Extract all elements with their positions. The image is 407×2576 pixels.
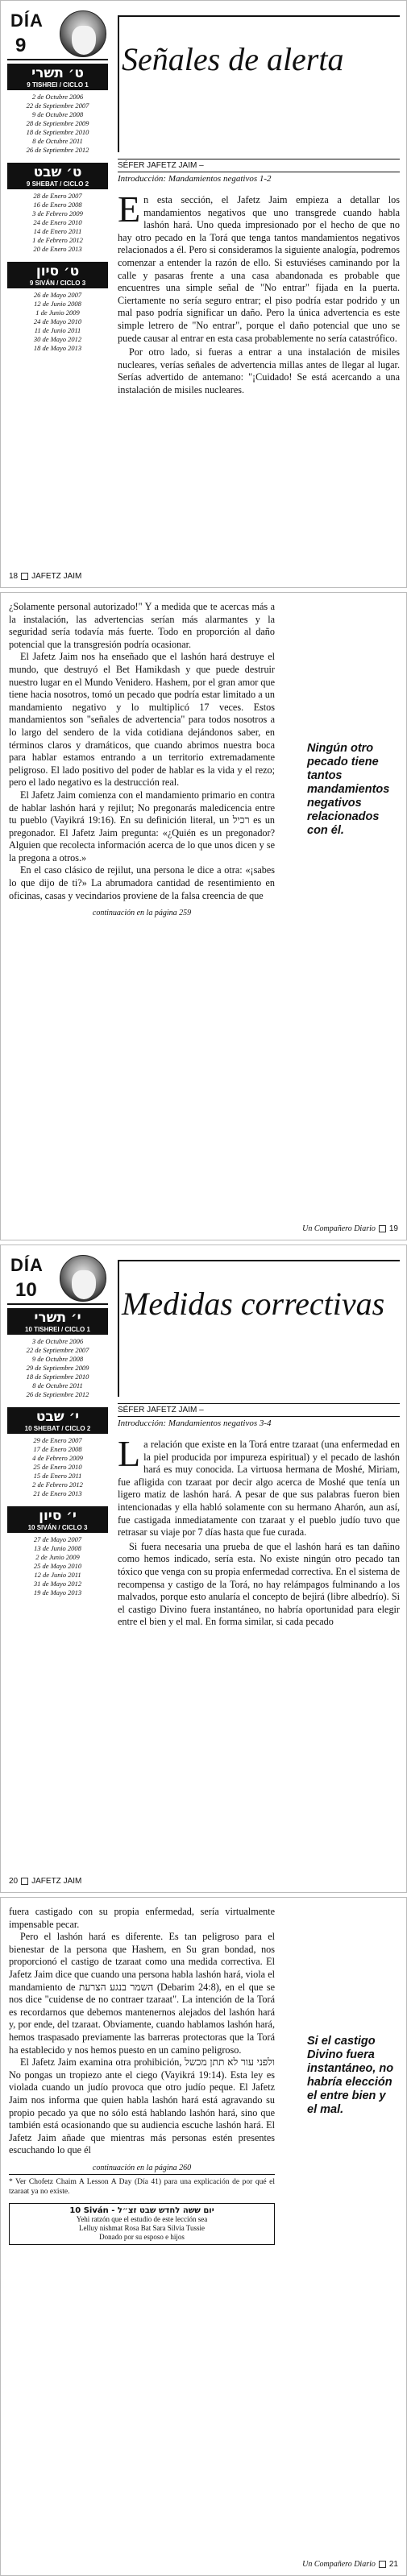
paragraph: ¿Solamente personal autorizado!" Y a medida que te acercas más a la instalación, las advertencias serían más alarmantes y la seguridad sería todavía más fuerte. Todo en proporción al daño potencial que la transgresión podría ocasionar.: [9, 601, 275, 650]
date: 24 de Mayo 2010: [33, 317, 82, 325]
rabbi-portrait: [60, 1255, 106, 1302]
page-title: Señales de alerta: [122, 41, 344, 77]
day-header: [7, 7, 108, 60]
sidebar: [7, 7, 108, 358]
paragraph: En el caso clásico de rejilut, una persona le dice a otra: «¡sabes lo que dijo de ti?» La abrumadora cantidad de resentimiento en oficinas, casas y vecindarios proviene de la falsa creencia de que: [9, 864, 275, 901]
date: 17 de Enero 2008: [33, 1445, 82, 1453]
date: 28 de Septiembre 2009: [26, 119, 89, 127]
date: 27 de Mayo 2007: [33, 1535, 82, 1543]
date: 3 de Octubre 2006: [31, 1337, 84, 1345]
page-footer: [302, 1224, 398, 1233]
page-number: 19: [388, 1224, 398, 1233]
source-block: [118, 159, 400, 184]
rabbi-portrait: [60, 10, 106, 57]
date: 19 de Mayo 2013: [33, 1588, 82, 1597]
cycle-3: [7, 262, 108, 358]
cycle-label: 9 SHEBAT / CICLO 2: [26, 180, 89, 188]
cycle-1: [7, 1308, 108, 1404]
source-block: [118, 1403, 400, 1428]
dia-label: DÍA: [10, 1255, 44, 1275]
date: 20 de Enero 2013: [33, 245, 82, 253]
date: 14 de Enero 2011: [33, 227, 82, 235]
date: 25 de Enero 2010: [33, 1463, 82, 1471]
paragraph: El Jafetz Jaim nos ha enseñado que el lashón hará destruye el mundo, que destruyó el Bet Hamikdash y que puede destruir nuestro lugar en el Mundo Venidero. Hashem, por el gran amor que tiene hacia nosotros, tomó un pecado que podría estar limitado a un mandamiento negativo y lo multiplicó 17 veces. Estos mandamientos son "señales de advertencia" para todos nosotros a lo largo del sendero de la vida cotidiana dejándonos saber, en términos claros y dramáticos, que cuando abrimos nuestra boca para hablar estamos entrando a un territorio extremadamente peligroso. El lado positivo del poder de hablar es la vida y el rezo; pero el lado negativo es la destrucción real.: [9, 651, 275, 789]
title-frame: [118, 15, 400, 152]
drop-cap: L: [118, 1433, 141, 1474]
page-number: 21: [388, 2560, 398, 2569]
page-18: [0, 0, 407, 588]
date: 31 de Mayo 2012: [33, 1580, 82, 1588]
square-icon: [21, 573, 28, 580]
cycle-hebrew: י׳ תשרי: [34, 1310, 81, 1326]
running-head: JAFETZ JAIM: [31, 572, 82, 581]
cycle-label: 10 SIVÁN / CICLO 3: [27, 1524, 88, 1531]
pull-quote: Si el castigo Divino fuera instantáneo, no habría elección el entre bien y el mal.: [307, 2035, 394, 2116]
article-body: [118, 188, 400, 397]
running-head: Un Compañero Diario: [302, 2560, 376, 2569]
article-body: [118, 1433, 400, 1629]
cycle-hebrew: ט׳ תשרי: [31, 65, 84, 81]
paragraph: Por otro lado, si fueras a entrar a una instalación de misiles nucleares, verías señales de advertencia millas antes de llegar al lugar. Serías advertido de antemano: "¡Cuidado! Se está acercando a una instalación de misiles nucleares.: [118, 346, 400, 396]
date: 13 de Junio 2008: [34, 1544, 81, 1552]
paragraph: a relación que existe en la Torá entre tzaraat (una enfermedad en la piel producida por impureza espiritual) y el pecado de lashón hará es muy conocida. La virtuosa hermana de Moshé, Miriam, fue afligida con tzaraat por decir algo acerca de Moshé que tenía un ligero matiz de lashón hará. A pesar de que sus palabras fueron bien intencionadas y ella habló solamente con su hermano Aharón, aun así, fue castigada inmediatamente con tzaraat y el pueblo judío tuvo que retrasar su viaje por 7 días hasta que fue curada.: [118, 1439, 400, 1539]
date: 11 de Junio 2011: [34, 326, 81, 334]
date: 29 de Septiembre 2009: [26, 1364, 89, 1372]
paragraph: El Jafetz Jaim examina otra prohibición, ולפני עור לא תתן מכשל No pongas un tropiezo ante el ciego (Vayikrá 19:14). Esta ley es violada cuando un judío provoca que otro judío peque. El Jafetz Jaim nos informa que quien habla lashón hará está agravando su propio pecado ya que no sólo está hablando lashón hará, sino que también está ocasionando que su audiencia escuche lashón hará. El Jafetz Jaim añade que mientras más personas estén presentes escuchando lo que él: [9, 2056, 275, 2156]
day-number: 10: [15, 1279, 37, 1301]
dedication-line: Donado por su esposo e hijos: [99, 2233, 185, 2242]
date: 4 de Febrero 2009: [32, 1454, 83, 1462]
date: 30 de Mayo 2012: [33, 335, 82, 343]
date: 22 de Septiembre 2007: [26, 1346, 89, 1354]
date: 12 de Junio 2008: [34, 300, 81, 308]
date: 9 de Octubre 2008: [31, 1355, 84, 1363]
paragraph: El Jafetz Jaim comienza con el mandamiento primario en contra de hablar lashón hará y rejilut; No pregonarás maledicencia entre tu pueblo (Vayikrá 19:16). En su definición literal, un רכיל es un pregonador. El Jafetz Jaim pregunta: «¿Quién es un pregonador? Alguien que recolecta información acerca de lo que unos dicen y se la pregona a otros.»: [9, 789, 276, 863]
cycle-2: [7, 163, 108, 259]
subsource: Introducción: Mandamientos negativos 3-4: [118, 1418, 272, 1428]
cycle-3: [7, 1506, 108, 1602]
date: 22 de Septiembre 2007: [26, 101, 89, 110]
date: 26 de Mayo 2007: [33, 291, 82, 299]
square-icon: [379, 2561, 386, 2568]
dedication-line: Lelluy nishmat Rosa Bat Sara Silvia Tussie: [78, 2224, 205, 2233]
date: 26 de Septiembre 2012: [26, 146, 89, 154]
date: 8 de Octubre 2011: [32, 1381, 83, 1389]
square-icon: [379, 1225, 386, 1232]
date: 1 de Febrero 2012: [32, 236, 83, 244]
paragraph: n esta sección, el Jafetz Jaim empieza a detallar los mandamientos negativos que uno transgrede cuando habla lashón hará. Uno queda impresionado por el hecho de que no hay otro pecado en la Torá que tenga tantos mandamientos negativos relacionados a él. Pero si consideramos la siguiente analogía, podremos comenzar a entender la razón de ello. Si estuviéses caminando por la calle y pasaras frente a una casa abandonada es probable que encuentres una simple señal de "No entrar" fijada en la puerta. Ciertamente no sería seguro entrar; el piso podría estar podrido y un mal paso podría significar un daño. Pero la única advertencia es este simple letrero de "No entrar", porque el daño potencial que uno se puede causar al entrar en esta casa probablemente no sería catastrófico.: [118, 194, 400, 344]
dedication-box: [9, 2203, 275, 2245]
page-title: Medidas correctivas: [122, 1286, 385, 1322]
date: 18 de Septiembre 2010: [26, 1373, 89, 1381]
cycle-hebrew: י׳ סיון: [39, 1508, 77, 1524]
running-head: JAFETZ JAIM: [31, 1877, 82, 1886]
page-number: 20: [9, 1877, 19, 1886]
source: SÉFER JAFETZ JAIM –: [118, 1403, 400, 1417]
footnote: * Ver Chofetz Chaim A Lesson A Day (Día 41) para una explicación de por qué el tzaraat ya no existe.: [9, 2174, 275, 2197]
paragraph: Pero el lashón hará es diferente. Es tan peligroso para el bienestar de la persona que Hashem, en Su gran bondad, nos proporcionó el castigo de tzaraat como una medida correctiva. El Jafetz Jaim dice que cuando una persona habla lashón hará, viola el mandamiento de השמר בנגע הצרעת (Debarim 24:8), en el que se nos dice "cuidense de no contraer tzaraat". La intención de la Torá es recordarnos que debemos mantenernos alejados del lashón hará y, por ende, del tzaraat. Obviamente, cuando hablamos lashón hará, hemos traspasado previamente las barreras protectoras que la Torá ha establecido y nos hemos puesto en un camino peligroso.: [9, 1931, 275, 2056]
date: 9 de Octubre 2008: [31, 110, 84, 118]
page-19: [0, 592, 407, 1240]
cycle-label: 9 SIVÁN / CICLO 3: [29, 280, 86, 287]
page-21: [0, 1897, 407, 2576]
page-footer: [9, 1877, 81, 1886]
cycle-1: [7, 64, 108, 159]
cycle-label: 10 SHEBAT / CICLO 2: [24, 1425, 91, 1432]
cycle-hebrew: י׳ שבט: [35, 1409, 80, 1425]
paragraph: fuera castigado con su propia enfermedad, sería virtualmente impensable pecar.: [9, 1906, 275, 1930]
page-footer: [9, 572, 81, 581]
subsource: Introducción: Mandamientos negativos 1-2: [118, 174, 272, 184]
cycle-2: [7, 1407, 108, 1503]
continuation-note: continuación en la página 259: [92, 909, 192, 918]
square-icon: [21, 1878, 28, 1885]
page-footer: [302, 2560, 398, 2569]
cycle-label: 9 TISHREI / CICLO 1: [27, 81, 89, 89]
cycle-hebrew: ט׳ סיון: [35, 263, 80, 280]
article-body: [9, 601, 275, 920]
cycle-hebrew: ט׳ שבט: [33, 164, 82, 180]
date: 18 de Septiembre 2010: [26, 128, 89, 136]
running-head: Un Compañero Diario: [302, 1224, 376, 1233]
date: 1 de Junio 2009: [35, 309, 80, 317]
sidebar: [7, 1252, 108, 1602]
date: 29 de Enero 2007: [33, 1436, 82, 1444]
article-body: [9, 1906, 275, 2245]
date: 2 de Octubre 2006: [31, 93, 84, 101]
date: 18 de Mayo 2013: [33, 344, 82, 352]
date: 24 de Enero 2010: [33, 218, 82, 226]
drop-cap: E: [118, 188, 141, 230]
date: 2 de Junio 2009: [35, 1553, 80, 1561]
date: 2 de Febrero 2012: [32, 1481, 83, 1489]
date: 26 de Septiembre 2012: [26, 1390, 89, 1398]
page-number: 18: [9, 572, 19, 581]
dedication-line: Yehi ratzón que el estudio de este lección sea: [76, 2215, 208, 2224]
date: 12 de Junio 2011: [34, 1571, 81, 1579]
date: 25 de Mayo 2010: [33, 1562, 82, 1570]
date: 15 de Enero 2011: [33, 1472, 82, 1480]
page-20: [0, 1245, 407, 1893]
cycle-label: 10 TISHREI / CICLO 1: [25, 1326, 90, 1333]
date: 16 de Enero 2008: [33, 201, 82, 209]
date: 8 de Octubre 2011: [32, 137, 83, 145]
dia-label: DÍA: [10, 10, 44, 31]
date: 21 de Enero 2013: [33, 1489, 82, 1497]
paragraph: Si fuera necesaria una prueba de que el lashón hará es tan dañino como hemos indicado, sería esta. No existe ningún otro pecado tan tóxico que venga con su propia enfermedad correctiva. En el sistema de recompensa y castigo de la Torá, no hay relámpagos fulminando a los malvados, porque esto anularía el concepto de bejirá (libre albedrío). Si el castigo Divino fuera instantáneo, no habría oportunidad para elegir entre el bien y el mal. En forma similar, si cada pecado: [118, 1540, 400, 1628]
date: 28 de Enero 2007: [33, 192, 82, 200]
source: SÉFER JAFETZ JAIM –: [118, 159, 400, 172]
day-number: 9: [15, 35, 27, 56]
dedication-heading: 10 Siván - יום ששה לחדש שבט זצ״ל: [69, 2206, 214, 2216]
day-header: [7, 1252, 108, 1305]
title-frame: [118, 1260, 400, 1397]
pull-quote: Ningún otro pecado tiene tantos mandamientos negativos relacionados con él.: [307, 742, 390, 837]
date: 3 de Febrero 2009: [32, 209, 83, 217]
continuation-note: continuación en la página 260: [92, 2163, 192, 2172]
